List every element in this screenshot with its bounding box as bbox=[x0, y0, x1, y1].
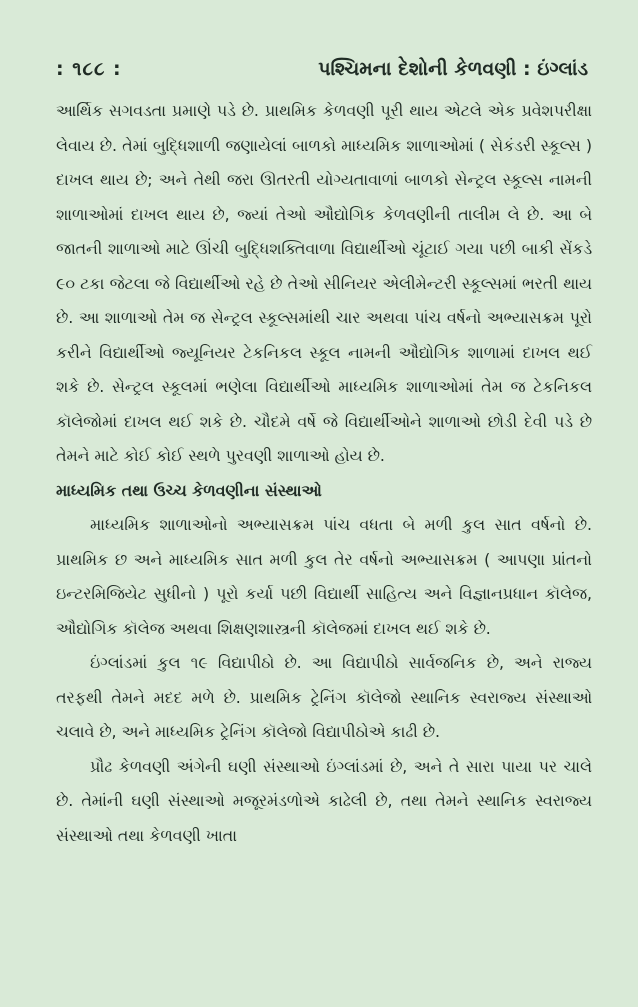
page-header bbox=[56, 58, 592, 80]
body-paragraph: માધ્યમિક શાળાઓનો અભ્યાસક્રમ પાંચ વધતા બે મળી કુલ સાત વર્ષનો છે. પ્રાથમિક છ અને માધ્યમિક સાત મળી કુલ તેર વર્ષનો અભ્યાસક્રમ ( આપણા પ્રાંતનો ઇન્ટરમિજિયેટ સુધીનો ) પૂરો કર્યા પછી વિદ્યાર્થી સાહિત્ય અને વિજ્ઞાનપ્રધાન કૉલેજ, ઔદ્યોગિક કૉલેજ અથવા શિક્ષણશાસ્ત્રની કૉલેજમાં દાખલ થઈ શકે છે. bbox=[56, 515, 592, 638]
page-number: : ૧૮૮ : bbox=[56, 58, 122, 80]
body-paragraph: ઇંગ્લાંડમાં કુલ ૧૯ વિદ્યાપીઠો છે. આ વિદ્યાપીઠો સાર્વજનિક છે, અને રાજ્ય તરફથી તેમને મદદ મળે છે. પ્રાથમિક ટ્રેનિંગ કૉલેજો સ્થાનિક સ્વરાજ્ય સંસ્થાઓ ચલાવે છે, અને માધ્યમિક ટ્રેનિંગ કૉલેજો વિદ્યાપીઠોએ કાઢી છે. bbox=[56, 653, 592, 741]
running-title: પશ્ચિમના દેશોની કેળવણી : ઇંગ્લાંડ bbox=[318, 58, 588, 80]
section-heading: માધ્યમિક તથા ઉચ્ચ કેળવણીના સંસ્થાઓ bbox=[56, 480, 322, 500]
body-paragraph: પ્રૌઢ કેળવણી અંગેની ઘણી સંસ્થાઓ ઇંગ્લાંડમાં છે, અને તે સારા પાયા પર ચાલે છે. તેમાંની ઘણી સંસ્થાઓ મજૂરમંડળોએ કાઢેલી છે, તથા તેમને સ્થાનિક સ્વરાજ્ય સંસ્થાઓ તથા કેળવણી ખાતા bbox=[56, 756, 592, 845]
body-paragraph: આર્થિક સગવડતા પ્રમાણે પડે છે. પ્રાથમિક કેળવણી પૂરી થાય એટલે એક પ્રવેશપરીક્ષા લેવાય છે. તેમાં બુદ્ધિશાળી જણાયેલાં બાળકો માધ્યમિક શાળાઓમાં ( સેકંડરી સ્કૂલ્સ ) દાખલ થાય છે; અને તેથી જરા ઊતરતી યોગ્યતાવાળાં બાળકો સેન્ટ્રલ સ્કૂલ્સ નામની શાળાઓમાં દાખલ થાય છે, જ્યાં તેઓ ઔદ્યોગિક કેળવણીની તાલીમ લે છે. આ બે જાતની શાળાઓ માટે ઊંચી બુદ્ધિશક્તિવાળા વિદ્યાર્થીઓ ચૂંટાઈ ગયા પછી બાકી સેંકડે ૯૦ ટકા જેટલા જે વિદ્યાર્થીઓ રહે છે તેઓ સીનિયર એલીમેન્ટરી સ્કૂલ્સમાં ભરતી થાય છે. આ શાળાઓ તેમ જ સેન્ટ્રલ સ્કૂલ્સમાંથી ચાર અથવા પાંચ વર્ષનો અભ્યાસક્રમ પૂરો કરીને વિદ્યાર્થીઓ જ્યૂનિયર ટેકનિકલ સ્કૂલ નામની ઔદ્યોગિક શાળામાં દાખલ થઈ શકે છે. સેન્ટ્રલ સ્કૂલમાં ભણેલા વિદ્યાર્થીઓ માધ્યમિક શાળાઓમાં તેમ જ ટેકનિકલ કૉલેજોમાં દાખલ થઈ શકે છે. ચૌદમે વર્ષે જે વિદ્યાર્થીઓને શાળાઓ છોડી દેવી પડે છે તેમને માટે કોઈ કોઈ સ્થળે પુરવણી શાળાઓ હોય છે. bbox=[56, 101, 592, 465]
